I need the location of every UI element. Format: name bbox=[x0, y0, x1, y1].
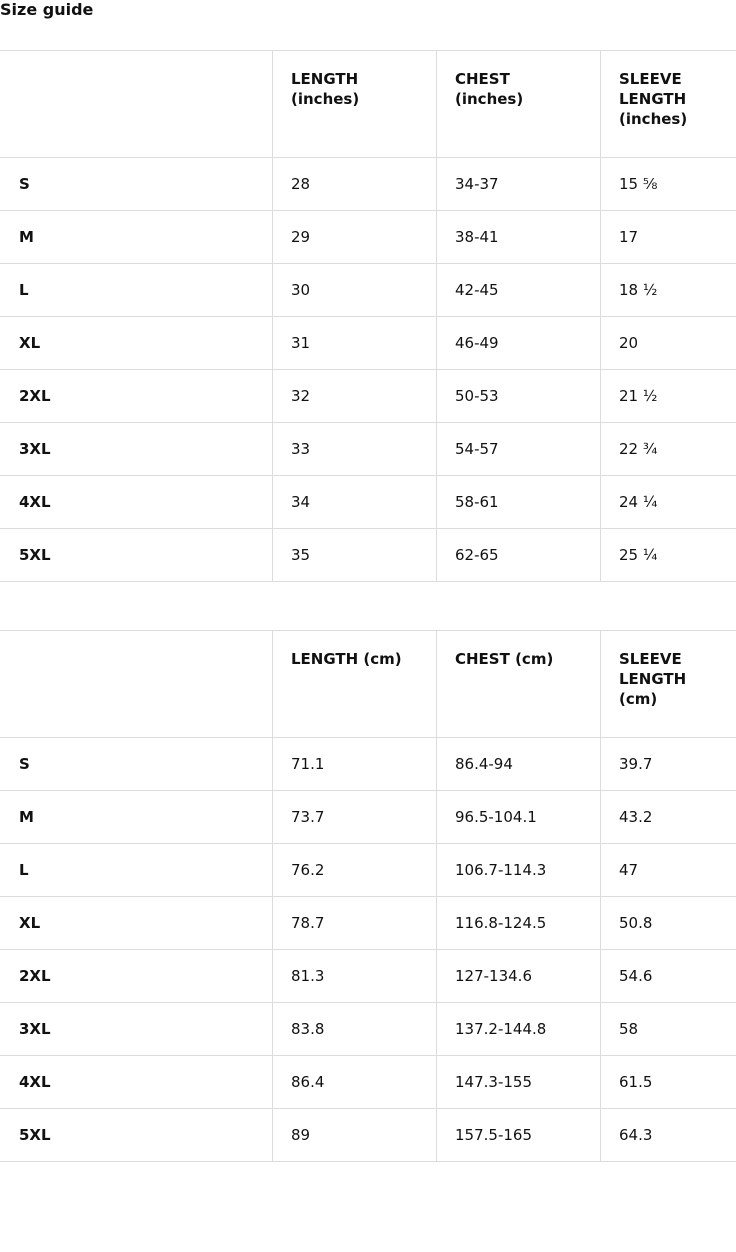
cell-chest: 157.5-165 bbox=[437, 1109, 601, 1162]
cell-chest: 34-37 bbox=[437, 158, 601, 211]
cell-sleeve: 17 bbox=[601, 211, 736, 264]
cell-length: 89 bbox=[273, 1109, 437, 1162]
header-cell-sleeve-length: SLEEVE LENGTH (inches) bbox=[601, 51, 736, 158]
table-row bbox=[1, 950, 736, 1003]
row-label-l: L bbox=[1, 844, 273, 897]
row-label-xl: XL bbox=[1, 897, 273, 950]
cell-sleeve: 64.3 bbox=[601, 1109, 736, 1162]
table-row bbox=[1, 317, 736, 370]
header-cell-corner bbox=[1, 631, 273, 738]
cell-length: 28 bbox=[273, 158, 437, 211]
cell-chest: 42-45 bbox=[437, 264, 601, 317]
row-label-m: M bbox=[1, 211, 273, 264]
cell-sleeve: 22 ¾ bbox=[601, 423, 736, 476]
size-table-cm-head bbox=[1, 631, 736, 738]
row-label-s: S bbox=[1, 738, 273, 791]
cell-length: 34 bbox=[273, 476, 437, 529]
header-cell-chest: CHEST (inches) bbox=[437, 51, 601, 158]
cell-chest: 46-49 bbox=[437, 317, 601, 370]
size-table-cm-body bbox=[1, 738, 736, 1162]
cell-chest: 58-61 bbox=[437, 476, 601, 529]
size-table-inches-block bbox=[0, 50, 736, 582]
cell-chest: 86.4-94 bbox=[437, 738, 601, 791]
table-row bbox=[1, 844, 736, 897]
cell-length: 30 bbox=[273, 264, 437, 317]
cell-sleeve: 47 bbox=[601, 844, 736, 897]
cell-sleeve: 43.2 bbox=[601, 791, 736, 844]
row-label-3xl: 3XL bbox=[1, 1003, 273, 1056]
table-row bbox=[1, 738, 736, 791]
cell-length: 29 bbox=[273, 211, 437, 264]
header-cell-chest: CHEST (cm) bbox=[437, 631, 601, 738]
table-row bbox=[1, 1056, 736, 1109]
cell-sleeve: 50.8 bbox=[601, 897, 736, 950]
header-cell-sleeve-length: SLEEVE LENGTH (cm) bbox=[601, 631, 736, 738]
cell-chest: 147.3-155 bbox=[437, 1056, 601, 1109]
row-label-4xl: 4XL bbox=[1, 1056, 273, 1109]
size-table-inches-body bbox=[1, 158, 736, 582]
size-table-inches bbox=[0, 50, 736, 582]
cell-sleeve: 21 ½ bbox=[601, 370, 736, 423]
row-label-5xl: 5XL bbox=[1, 529, 273, 582]
table-row bbox=[1, 158, 736, 211]
cell-length: 33 bbox=[273, 423, 437, 476]
cell-length: 83.8 bbox=[273, 1003, 437, 1056]
table-row bbox=[1, 211, 736, 264]
table-row bbox=[1, 476, 736, 529]
table-row bbox=[1, 791, 736, 844]
cell-length: 32 bbox=[273, 370, 437, 423]
header-cell-length: LENGTH (cm) bbox=[273, 631, 437, 738]
row-label-xl: XL bbox=[1, 317, 273, 370]
size-table-cm-block bbox=[0, 630, 736, 1162]
cell-length: 35 bbox=[273, 529, 437, 582]
cell-chest: 127-134.6 bbox=[437, 950, 601, 1003]
size-table-cm bbox=[0, 630, 736, 1162]
cell-sleeve: 58 bbox=[601, 1003, 736, 1056]
cell-chest: 54-57 bbox=[437, 423, 601, 476]
row-label-2xl: 2XL bbox=[1, 950, 273, 1003]
header-cell-corner bbox=[1, 51, 273, 158]
table-row bbox=[1, 264, 736, 317]
cell-length: 71.1 bbox=[273, 738, 437, 791]
cell-chest: 38-41 bbox=[437, 211, 601, 264]
table-row bbox=[1, 370, 736, 423]
cell-length: 81.3 bbox=[273, 950, 437, 1003]
table-row bbox=[1, 1003, 736, 1056]
table-row bbox=[1, 897, 736, 950]
cell-length: 76.2 bbox=[273, 844, 437, 897]
row-label-2xl: 2XL bbox=[1, 370, 273, 423]
cell-chest: 62-65 bbox=[437, 529, 601, 582]
row-label-4xl: 4XL bbox=[1, 476, 273, 529]
cell-sleeve: 61.5 bbox=[601, 1056, 736, 1109]
cell-chest: 137.2-144.8 bbox=[437, 1003, 601, 1056]
cell-length: 31 bbox=[273, 317, 437, 370]
row-label-m: M bbox=[1, 791, 273, 844]
cell-sleeve: 25 ¼ bbox=[601, 529, 736, 582]
cell-chest: 50-53 bbox=[437, 370, 601, 423]
cell-sleeve: 18 ½ bbox=[601, 264, 736, 317]
cell-chest: 96.5-104.1 bbox=[437, 791, 601, 844]
cell-length: 73.7 bbox=[273, 791, 437, 844]
size-table-inches-head bbox=[1, 51, 736, 158]
page-title: Size guide bbox=[0, 0, 94, 19]
table-row bbox=[1, 529, 736, 582]
cell-length: 86.4 bbox=[273, 1056, 437, 1109]
row-label-3xl: 3XL bbox=[1, 423, 273, 476]
cell-chest: 106.7-114.3 bbox=[437, 844, 601, 897]
table-row bbox=[1, 1109, 736, 1162]
row-label-l: L bbox=[1, 264, 273, 317]
row-label-5xl: 5XL bbox=[1, 1109, 273, 1162]
cell-sleeve: 15 ⅝ bbox=[601, 158, 736, 211]
cell-sleeve: 54.6 bbox=[601, 950, 736, 1003]
table-spacer bbox=[0, 582, 736, 600]
table-header-row bbox=[1, 51, 736, 158]
cell-chest: 116.8-124.5 bbox=[437, 897, 601, 950]
table-header-row bbox=[1, 631, 736, 738]
row-label-s: S bbox=[1, 158, 273, 211]
cell-sleeve: 39.7 bbox=[601, 738, 736, 791]
table-row bbox=[1, 423, 736, 476]
cell-sleeve: 20 bbox=[601, 317, 736, 370]
cell-length: 78.7 bbox=[273, 897, 437, 950]
header-cell-length: LENGTH (inches) bbox=[273, 51, 437, 158]
cell-sleeve: 24 ¼ bbox=[601, 476, 736, 529]
